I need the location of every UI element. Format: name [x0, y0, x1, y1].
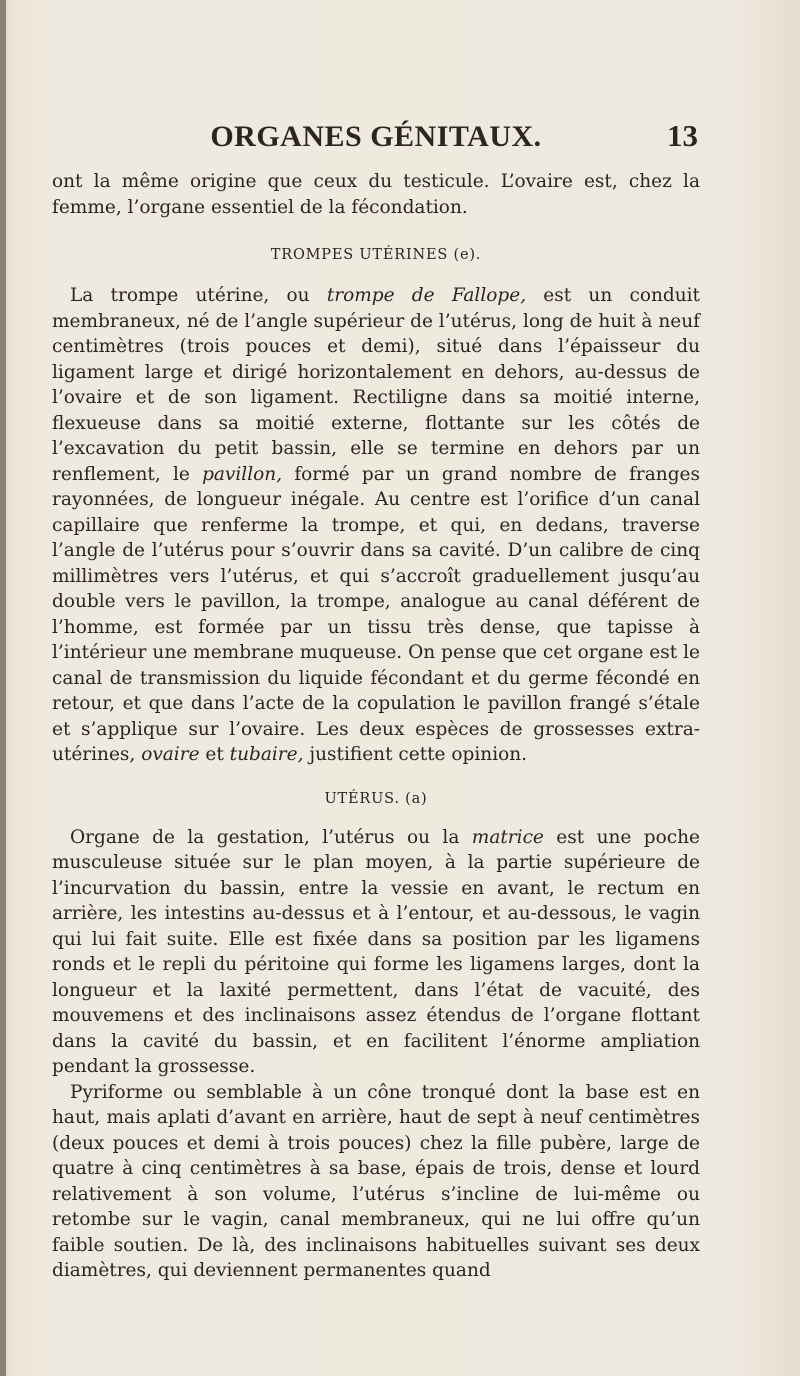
- section-heading-uterus: UTÉRUS. (a): [324, 790, 428, 807]
- section-heading-trompes: TROMPES UTÉRINES (e).: [270, 247, 482, 263]
- text-run: formé par un grand nombre de franges rayonnées, de longueur inégale. Au centre est l’orifice d’un canal capillaire que renferme la trompe, et qui, en dedans, traverse l’angle de l’utérus pour s’ouvrir dans sa cavité. D’un calibre de cinq millimètres vers l’utérus, et qui s’accroît graduellement jusqu’au double vers le pavillon, la trompe, analogue au canal déférent de l’homme, est formée par un tissu très dense, que tapisse à l’intérieur une membrane muqueuse. On pense que cet organe est le canal de transmission du liquide fécondant et du germe fécondé en retour, et que dans l’acte de la copulation le pavillon frangé s’étale et s’applique sur l’ovaire. Les deux espèces de grossesses extra-utérines,: [52, 463, 700, 765]
- page-edge: [0, 0, 6, 1376]
- page-number: 13: [667, 118, 698, 153]
- paragraph-trompes: [52, 283, 700, 768]
- italic-term: trompe de Fallope,: [326, 285, 527, 306]
- page-header: [52, 118, 700, 158]
- italic-term: pavillon,: [202, 463, 283, 485]
- italic-term: matrice: [471, 826, 544, 848]
- text-run: La trompe utérine, ou: [70, 285, 327, 306]
- paragraph-intro: ont la même origine que ceux du testicule. L’ovaire est, chez la femme, l’organe essentiel de la fécondation.: [52, 171, 700, 218]
- italic-term: tubaire,: [229, 744, 304, 765]
- text-run: Organe de la gestation, l’utérus ou la: [70, 826, 472, 848]
- paragraph-uterus-2: Pyriforme ou semblable à un cône tronqué dont la base est en haut, mais aplati d’avant en arrière, haut de sept à neuf centimètres (deux pouces et demi à trois pouces) chez la fille pubère, large de quatre à cinq centimètres à sa base, épais de trois, dense et lourd relativement à son volume, l’utérus s’incline de lui-même ou retombe sur le vagin, canal membraneux, qui ne lui offre qu’un faible soutien. De là, des inclinaisons habituelles suivant ses deux diamètres, qui deviennent permanentes quand: [52, 1081, 700, 1281]
- paragraph-uterus-1: [52, 825, 700, 1080]
- body-text: [52, 169, 700, 1284]
- text-run: et: [199, 744, 230, 765]
- text-run: est une poche musculeuse située sur le plan moyen, à la partie supérieure de l’incurvation du bassin, entre la vessie en avant, le rectum en arrière, les intestins au-dessus et à l’entour, et au-dessous, le vagin qui lui fait suite. Elle est fixée dans sa position par les ligamens ronds et le repli du péritoine qui forme les ligamens larges, dont la longueur et la laxité permettent, dans l’état de vacuité, des mouvemens et des inclinaisons assez étendus de l’organe flottant dans la cavité du bassin, et en facilitent l’énorme ampliation pendant la grossesse.: [52, 826, 700, 1077]
- text-run: justifient cette opinion.: [303, 744, 528, 765]
- text-run: est un conduit membraneux, né de l’angle supérieur de l’utérus, long de huit à neuf centimètres (trois pouces et demi), situé dans l’épaisseur du ligament large et dirigé horizontalement en dehors, au-dessus de l’ovaire et de son ligament. Rectiligne dans sa moitié interne, flexueuse dans sa moitié externe, flottante sur les côtés de l’excavation du petit bassin, elle se termine en dehors par un renflement, le: [52, 285, 700, 485]
- running-title: ORGANES GÉNITAUX.: [210, 120, 542, 153]
- italic-term: ovaire: [141, 744, 200, 765]
